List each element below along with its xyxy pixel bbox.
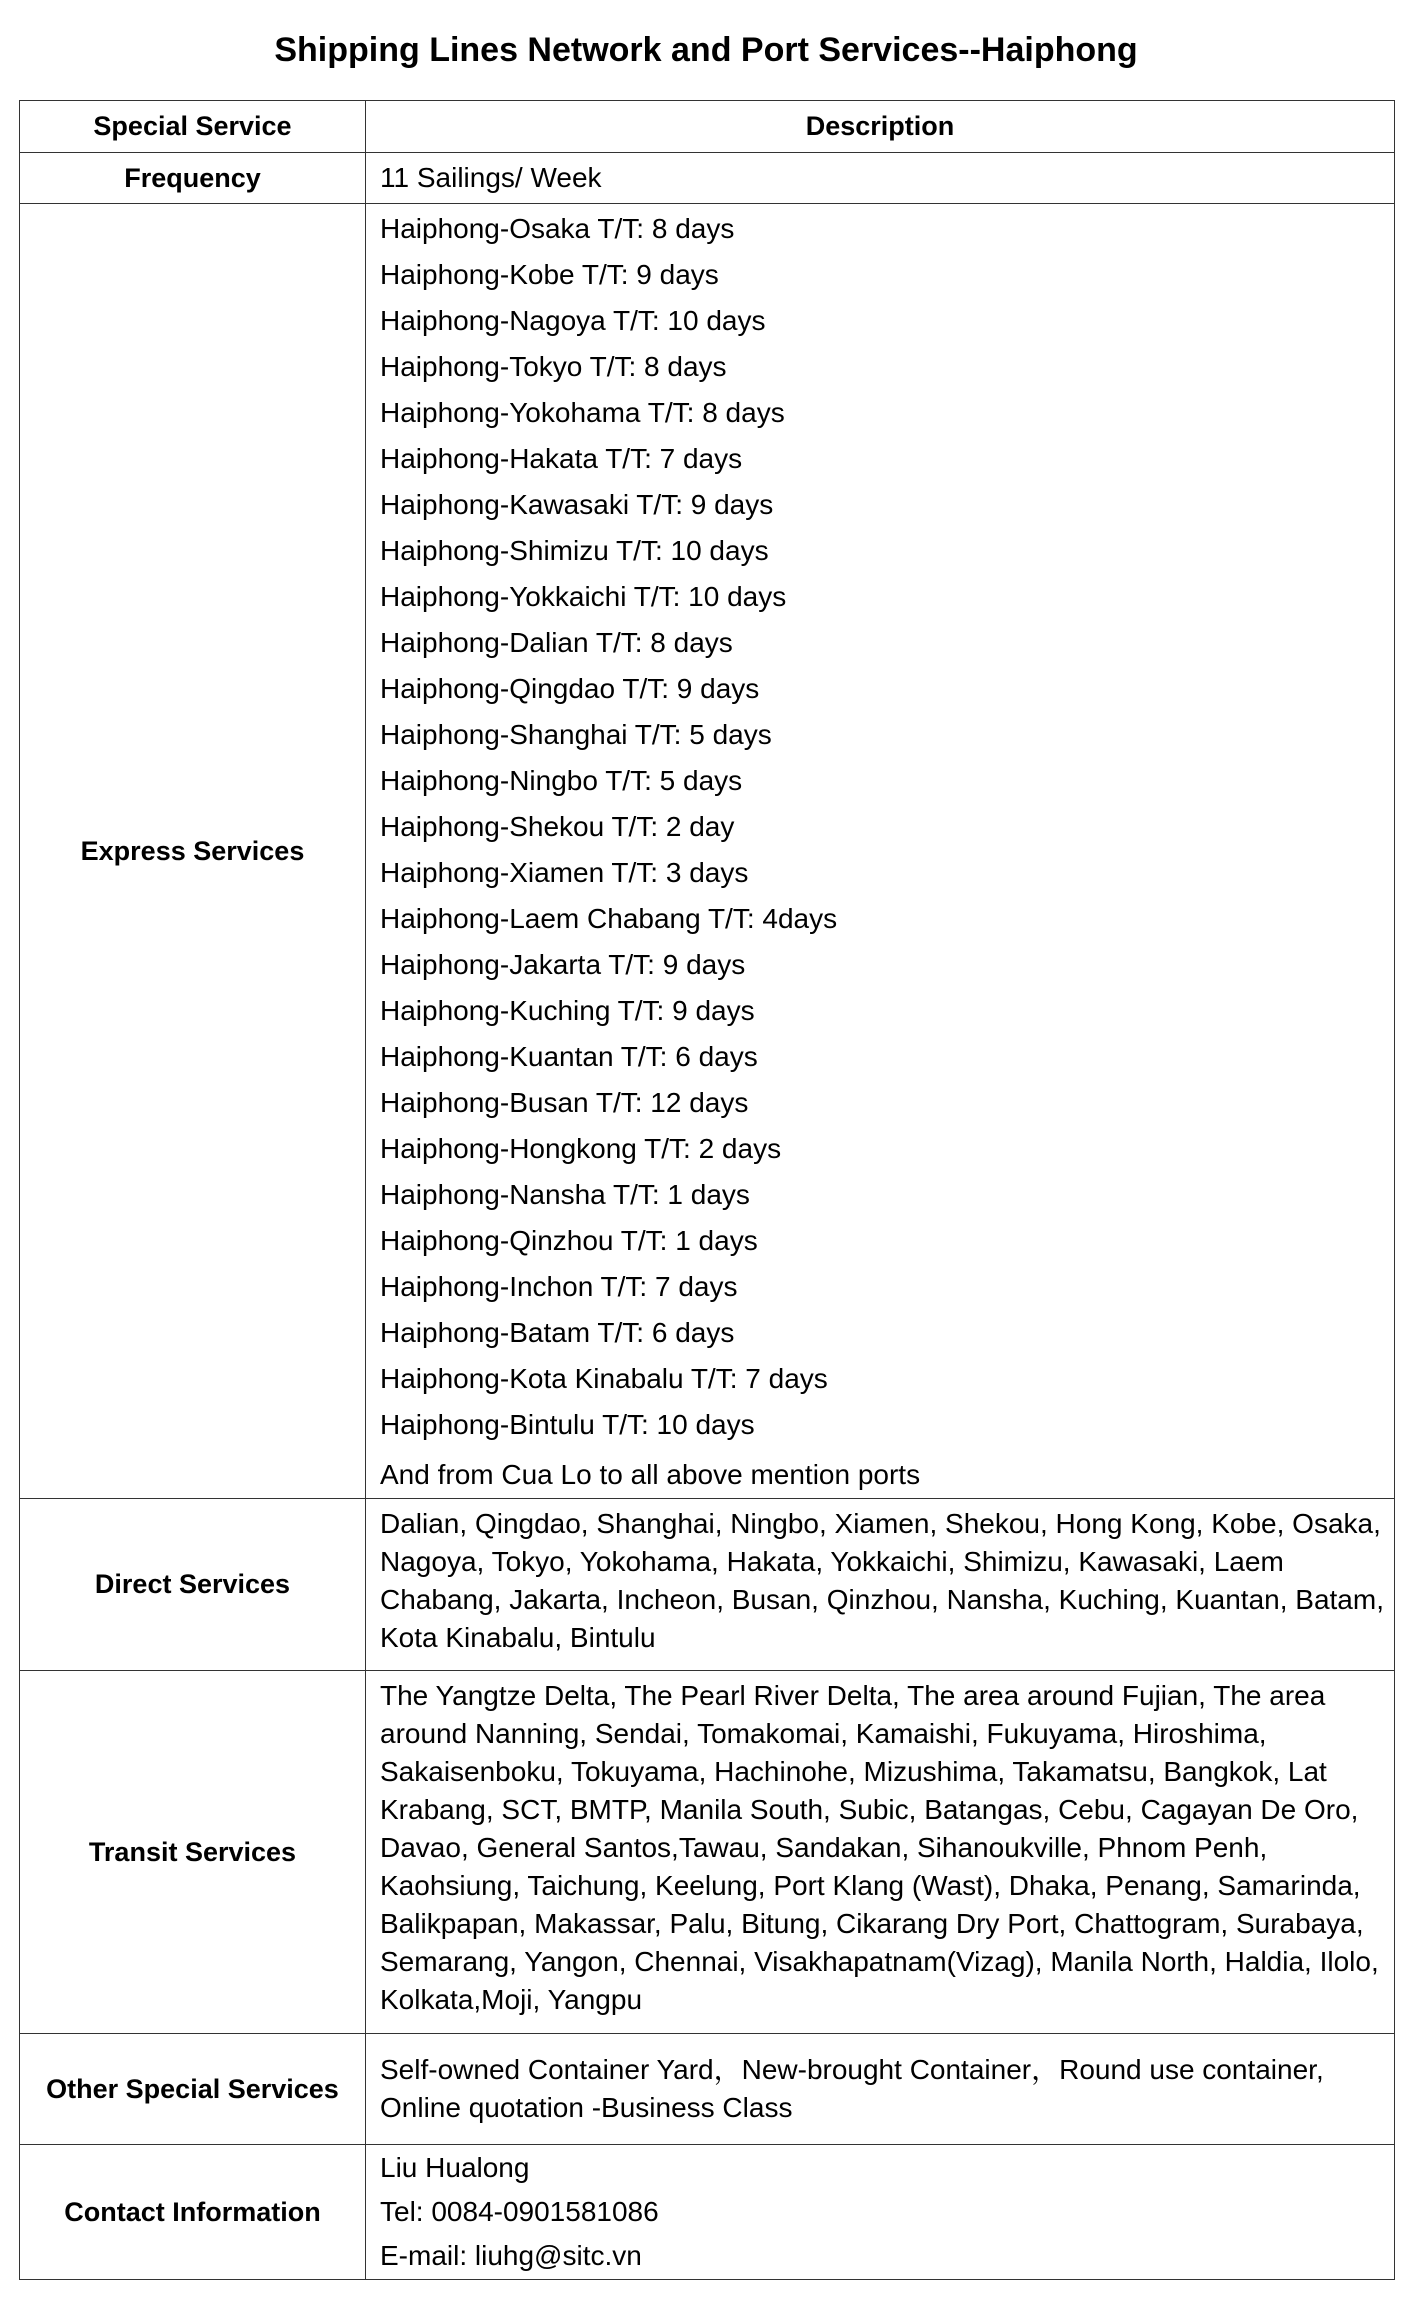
express-routes bbox=[366, 204, 1395, 1499]
express-route-item: Haiphong-Busan T/T: 12 days bbox=[380, 1087, 749, 1118]
express-route-item: Haiphong-Yokohama T/T: 8 days bbox=[380, 397, 785, 428]
express-route-item: Haiphong-Qinzhou T/T: 1 days bbox=[380, 1225, 758, 1256]
express-route-item: Haiphong-Xiamen T/T: 3 days bbox=[380, 857, 749, 888]
express-route-item: Haiphong-Kuching T/T: 9 days bbox=[380, 995, 755, 1026]
other-value bbox=[366, 2034, 1395, 2145]
express-route-item: Haiphong-Kota Kinabalu T/T: 7 days bbox=[380, 1363, 828, 1394]
contact-label: Contact Information bbox=[20, 2145, 366, 2280]
express-route-item: Haiphong-Kobe T/T: 9 days bbox=[380, 259, 719, 290]
frequency-label: Frequency bbox=[20, 153, 366, 204]
express-route-item: Haiphong-Qingdao T/T: 9 days bbox=[380, 673, 760, 704]
express-route-item: Haiphong-Dalian T/T: 8 days bbox=[380, 627, 733, 658]
row-express bbox=[20, 204, 1395, 1499]
express-route-item: Haiphong-Laem Chabang T/T: 4days bbox=[380, 903, 838, 934]
row-contact bbox=[20, 2145, 1395, 2280]
other-text: Self-owned Container Yard，New-brought Container，Round use container, Online quotation -Business Class bbox=[380, 2054, 1324, 2123]
row-frequency bbox=[20, 153, 1395, 204]
table-header-row bbox=[20, 101, 1395, 153]
express-route-item: Haiphong-Shimizu T/T: 10 days bbox=[380, 535, 769, 566]
express-route-item: Haiphong-Kawasaki T/T: 9 days bbox=[380, 489, 774, 520]
express-route-item: Haiphong-Shanghai T/T: 5 days bbox=[380, 719, 772, 750]
express-route-item: Haiphong-Hongkong T/T: 2 days bbox=[380, 1133, 782, 1164]
transit-text: The Yangtze Delta, The Pearl River Delta, The area around Fujian, The area around Nanning, Sendai, Tomakomai, Kamaishi, Fukuyama, Hiroshima, Sakaisenboku, Tokuyama, Hachinohe, Mizushima, Takamatsu, Bangkok, Lat Krabang, SCT, BMTP, Manila South, Subic, Batangas, Cebu, Cagayan De Oro, Davao, General Santos,Tawau, Sandakan, Sihanoukville, Phnom Penh, Kaohsiung, Taichung, Keelung, Port Klang (Wast), Dhaka, Penang, Samarinda, Balikpapan, Makassar, Palu, Bitung, Cikarang Dry Port, Chattogram, Surabaya, Semarang, Yangon, Chennai, Visakhapatnam(Vizag), Manila North, Haldia, Ilolo, Kolkata,Moji, Yangpu bbox=[380, 1680, 1379, 2015]
express-route-item: Haiphong-Nansha T/T: 1 days bbox=[380, 1179, 750, 1210]
header-special-service: Special Service bbox=[20, 101, 366, 153]
express-route-item: Haiphong-Ningbo T/T: 5 days bbox=[380, 765, 743, 796]
express-route-item: Haiphong-Bintulu T/T: 10 days bbox=[380, 1409, 755, 1440]
row-transit bbox=[20, 1671, 1395, 2034]
express-route-item: Haiphong-Shekou T/T: 2 day bbox=[380, 811, 735, 842]
page-title: Shipping Lines Network and Port Services--Haiphong bbox=[274, 31, 1138, 69]
other-label: Other Special Services bbox=[20, 2034, 366, 2145]
direct-text: Dalian, Qingdao, Shanghai, Ningbo, Xiamen, Shekou, Hong Kong, Kobe, Osaka, Nagoya, Tokyo, Yokohama, Hakata, Yokkaichi, Shimizu, Kawasaki, Laem Chabang, Jakarta, Incheon, Busan, Qinzhou, Nansha, Kuching, Kuantan, Batam, Kota Kinabalu, Bintulu bbox=[380, 1508, 1384, 1653]
express-route-item: Haiphong-Nagoya T/T: 10 days bbox=[380, 305, 766, 336]
express-route-item: Haiphong-Tokyo T/T: 8 days bbox=[380, 351, 727, 382]
express-route-list bbox=[380, 206, 1384, 1448]
express-route-item: Haiphong-Inchon T/T: 7 days bbox=[380, 1271, 738, 1302]
frequency-value bbox=[366, 153, 1395, 204]
header-description: Description bbox=[366, 101, 1395, 153]
direct-label: Direct Services bbox=[20, 1499, 366, 1671]
contact-name: Liu Hualong bbox=[380, 2152, 530, 2183]
contact-value bbox=[366, 2145, 1395, 2280]
row-other bbox=[20, 2034, 1395, 2145]
contact-tel: Tel: 0084-0901581086 bbox=[380, 2196, 659, 2227]
express-route-item: Haiphong-Osaka T/T: 8 days bbox=[380, 213, 735, 244]
row-direct bbox=[20, 1499, 1395, 1671]
express-note: And from Cua Lo to all above mention ports bbox=[380, 1459, 921, 1490]
express-route-item: Haiphong-Yokkaichi T/T: 10 days bbox=[380, 581, 787, 612]
contact-email: E-mail: liuhg@sitc.vn bbox=[380, 2240, 642, 2271]
direct-value bbox=[366, 1499, 1395, 1671]
express-label: Express Services bbox=[20, 204, 366, 1499]
transit-value bbox=[366, 1671, 1395, 2034]
services-table bbox=[19, 100, 1395, 2280]
express-route-item: Haiphong-Kuantan T/T: 6 days bbox=[380, 1041, 758, 1072]
express-route-item: Haiphong-Hakata T/T: 7 days bbox=[380, 443, 743, 474]
transit-label: Transit Services bbox=[20, 1671, 366, 2034]
express-route-item: Haiphong-Batam T/T: 6 days bbox=[380, 1317, 735, 1348]
frequency-text: 11 Sailings/ Week bbox=[380, 162, 602, 193]
express-route-item: Haiphong-Jakarta T/T: 9 days bbox=[380, 949, 746, 980]
